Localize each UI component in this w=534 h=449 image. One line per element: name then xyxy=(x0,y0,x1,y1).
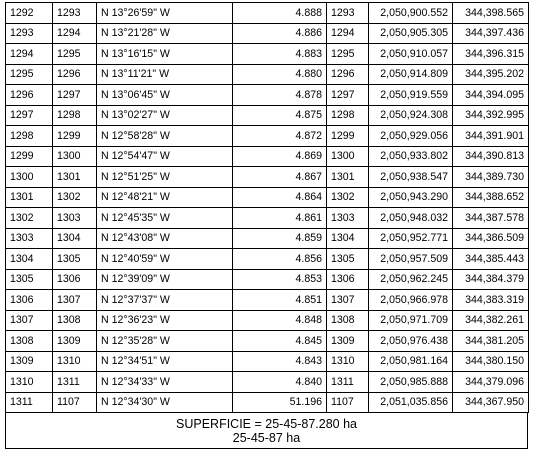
distance-cell: 4.856 xyxy=(233,249,327,270)
sighted-point-cell: 1305 xyxy=(53,249,97,270)
x-coordinate-cell: 344,382.261 xyxy=(453,310,529,331)
bearing-cell: N 13°26'59" W xyxy=(97,3,233,24)
x-coordinate-cell: 344,381.205 xyxy=(453,331,529,352)
y-coordinate-cell: 2,050,966.978 xyxy=(369,290,453,311)
distance-cell: 4.859 xyxy=(233,228,327,249)
bearing-cell: N 12°54'47" W xyxy=(97,146,233,167)
x-coordinate-cell: 344,390.813 xyxy=(453,146,529,167)
table-row xyxy=(6,3,529,24)
sighted-point-cell: 1297 xyxy=(53,85,97,106)
vertex-cell: 1305 xyxy=(327,249,369,270)
distance-cell: 4.845 xyxy=(233,331,327,352)
station-cell: 1296 xyxy=(6,85,53,106)
y-coordinate-cell: 2,050,962.245 xyxy=(369,269,453,290)
x-coordinate-cell: 344,396.315 xyxy=(453,44,529,65)
bearing-cell: N 12°36'23" W xyxy=(97,310,233,331)
sighted-point-cell: 1307 xyxy=(53,290,97,311)
table-row xyxy=(6,64,529,85)
y-coordinate-cell: 2,050,924.308 xyxy=(369,105,453,126)
bearing-cell: N 12°48'21" W xyxy=(97,187,233,208)
x-coordinate-cell: 344,384.379 xyxy=(453,269,529,290)
distance-cell: 4.875 xyxy=(233,105,327,126)
bearing-cell: N 13°11'21" W xyxy=(97,64,233,85)
x-coordinate-cell: 344,385.443 xyxy=(453,249,529,270)
y-coordinate-cell: 2,050,981.164 xyxy=(369,351,453,372)
survey-table-container xyxy=(5,2,528,449)
table-row xyxy=(6,269,529,290)
sighted-point-cell: 1306 xyxy=(53,269,97,290)
station-cell: 1302 xyxy=(6,208,53,229)
station-cell: 1305 xyxy=(6,269,53,290)
table-row xyxy=(6,44,529,65)
bearing-cell: N 12°34'33" W xyxy=(97,372,233,393)
distance-cell: 4.843 xyxy=(233,351,327,372)
vertex-cell: 1309 xyxy=(327,331,369,352)
table-row xyxy=(6,228,529,249)
x-coordinate-cell: 344,388.652 xyxy=(453,187,529,208)
sighted-point-cell: 1294 xyxy=(53,23,97,44)
distance-cell: 4.880 xyxy=(233,64,327,85)
distance-cell: 51.196 xyxy=(233,392,327,413)
x-coordinate-cell: 344,387.578 xyxy=(453,208,529,229)
distance-cell: 4.851 xyxy=(233,290,327,311)
bearing-cell: N 12°34'30" W xyxy=(97,392,233,413)
y-coordinate-cell: 2,050,905.305 xyxy=(369,23,453,44)
distance-cell: 4.861 xyxy=(233,208,327,229)
sighted-point-cell: 1302 xyxy=(53,187,97,208)
bearing-cell: N 13°02'27" W xyxy=(97,105,233,126)
x-coordinate-cell: 344,391.901 xyxy=(453,126,529,147)
y-coordinate-cell: 2,050,948.032 xyxy=(369,208,453,229)
station-cell: 1294 xyxy=(6,44,53,65)
bearing-cell: N 13°16'15" W xyxy=(97,44,233,65)
bearing-cell: N 12°37'37" W xyxy=(97,290,233,311)
bearing-cell: N 12°34'51" W xyxy=(97,351,233,372)
y-coordinate-cell: 2,050,943.290 xyxy=(369,187,453,208)
sighted-point-cell: 1304 xyxy=(53,228,97,249)
table-row xyxy=(6,85,529,106)
x-coordinate-cell: 344,392.995 xyxy=(453,105,529,126)
sighted-point-cell: 1308 xyxy=(53,310,97,331)
y-coordinate-cell: 2,050,914.809 xyxy=(369,64,453,85)
station-cell: 1309 xyxy=(6,351,53,372)
x-coordinate-cell: 344,383.319 xyxy=(453,290,529,311)
vertex-cell: 1302 xyxy=(327,187,369,208)
distance-cell: 4.867 xyxy=(233,167,327,188)
table-row xyxy=(6,187,529,208)
station-cell: 1301 xyxy=(6,187,53,208)
station-cell: 1293 xyxy=(6,23,53,44)
vertex-cell: 1297 xyxy=(327,85,369,106)
vertex-cell: 1310 xyxy=(327,351,369,372)
station-cell: 1310 xyxy=(6,372,53,393)
vertex-cell: 1308 xyxy=(327,310,369,331)
sighted-point-cell: 1298 xyxy=(53,105,97,126)
distance-cell: 4.848 xyxy=(233,310,327,331)
superficie-label: SUPERFICIE = 25-45-87.280 ha xyxy=(176,417,357,431)
area-value: 25-45-87 ha xyxy=(232,431,301,445)
vertex-cell: 1296 xyxy=(327,64,369,85)
vertex-cell: 1294 xyxy=(327,23,369,44)
vertex-cell: 1311 xyxy=(327,372,369,393)
x-coordinate-cell: 344,394.095 xyxy=(453,85,529,106)
table-row xyxy=(6,126,529,147)
area-summary xyxy=(5,413,528,449)
station-cell: 1295 xyxy=(6,64,53,85)
bearing-cell: N 13°06'45" W xyxy=(97,85,233,106)
distance-cell: 4.886 xyxy=(233,23,327,44)
sighted-point-cell: 1309 xyxy=(53,331,97,352)
station-cell: 1308 xyxy=(6,331,53,352)
y-coordinate-cell: 2,050,929.056 xyxy=(369,126,453,147)
x-coordinate-cell: 344,389.730 xyxy=(453,167,529,188)
distance-cell: 4.864 xyxy=(233,187,327,208)
y-coordinate-cell: 2,050,933.802 xyxy=(369,146,453,167)
sighted-point-cell: 1296 xyxy=(53,64,97,85)
bearing-cell: N 12°58'28" W xyxy=(97,126,233,147)
x-coordinate-cell: 344,386.509 xyxy=(453,228,529,249)
x-coordinate-cell: 344,395.202 xyxy=(453,64,529,85)
vertex-cell: 1299 xyxy=(327,126,369,147)
y-coordinate-cell: 2,050,910.057 xyxy=(369,44,453,65)
vertex-cell: 1300 xyxy=(327,146,369,167)
bearing-cell: N 13°21'28" W xyxy=(97,23,233,44)
y-coordinate-cell: 2,050,976.438 xyxy=(369,331,453,352)
y-coordinate-cell: 2,050,985.888 xyxy=(369,372,453,393)
station-cell: 1311 xyxy=(6,392,53,413)
distance-cell: 4.883 xyxy=(233,44,327,65)
vertex-cell: 1306 xyxy=(327,269,369,290)
station-cell: 1298 xyxy=(6,126,53,147)
bearing-cell: N 12°51'25" W xyxy=(97,167,233,188)
vertex-cell: 1304 xyxy=(327,228,369,249)
station-cell: 1307 xyxy=(6,310,53,331)
station-cell: 1299 xyxy=(6,146,53,167)
y-coordinate-cell: 2,050,957.509 xyxy=(369,249,453,270)
station-cell: 1304 xyxy=(6,249,53,270)
bearing-cell: N 12°40'59" W xyxy=(97,249,233,270)
vertex-cell: 1295 xyxy=(327,44,369,65)
sighted-point-cell: 1310 xyxy=(53,351,97,372)
distance-cell: 4.853 xyxy=(233,269,327,290)
sighted-point-cell: 1300 xyxy=(53,146,97,167)
station-cell: 1303 xyxy=(6,228,53,249)
sighted-point-cell: 1301 xyxy=(53,167,97,188)
table-row xyxy=(6,331,529,352)
table-row xyxy=(6,351,529,372)
table-row xyxy=(6,290,529,311)
distance-cell: 4.872 xyxy=(233,126,327,147)
station-cell: 1300 xyxy=(6,167,53,188)
survey-table-body xyxy=(6,3,529,413)
table-row xyxy=(6,167,529,188)
y-coordinate-cell: 2,050,938.547 xyxy=(369,167,453,188)
y-coordinate-cell: 2,050,919.559 xyxy=(369,85,453,106)
station-cell: 1292 xyxy=(6,3,53,24)
vertex-cell: 1307 xyxy=(327,290,369,311)
station-cell: 1306 xyxy=(6,290,53,311)
table-row xyxy=(6,310,529,331)
station-cell: 1297 xyxy=(6,105,53,126)
table-row xyxy=(6,249,529,270)
sighted-point-cell: 1311 xyxy=(53,372,97,393)
bearing-cell: N 12°43'08" W xyxy=(97,228,233,249)
sighted-point-cell: 1293 xyxy=(53,3,97,24)
sighted-point-cell: 1107 xyxy=(53,392,97,413)
vertex-cell: 1293 xyxy=(327,3,369,24)
table-row xyxy=(6,23,529,44)
survey-table xyxy=(5,2,529,413)
bearing-cell: N 12°39'09" W xyxy=(97,269,233,290)
distance-cell: 4.888 xyxy=(233,3,327,24)
bearing-cell: N 12°35'28" W xyxy=(97,331,233,352)
distance-cell: 4.869 xyxy=(233,146,327,167)
vertex-cell: 1303 xyxy=(327,208,369,229)
sighted-point-cell: 1303 xyxy=(53,208,97,229)
y-coordinate-cell: 2,051,035.856 xyxy=(369,392,453,413)
x-coordinate-cell: 344,367.950 xyxy=(453,392,529,413)
y-coordinate-cell: 2,050,971.709 xyxy=(369,310,453,331)
y-coordinate-cell: 2,050,952.771 xyxy=(369,228,453,249)
table-row xyxy=(6,146,529,167)
sighted-point-cell: 1295 xyxy=(53,44,97,65)
x-coordinate-cell: 344,398.565 xyxy=(453,3,529,24)
table-row xyxy=(6,392,529,413)
bearing-cell: N 12°45'35" W xyxy=(97,208,233,229)
y-coordinate-cell: 2,050,900.552 xyxy=(369,3,453,24)
table-row xyxy=(6,208,529,229)
distance-cell: 4.840 xyxy=(233,372,327,393)
distance-cell: 4.878 xyxy=(233,85,327,106)
x-coordinate-cell: 344,380.150 xyxy=(453,351,529,372)
sighted-point-cell: 1299 xyxy=(53,126,97,147)
x-coordinate-cell: 344,397.436 xyxy=(453,23,529,44)
vertex-cell: 1298 xyxy=(327,105,369,126)
table-row xyxy=(6,105,529,126)
table-row xyxy=(6,372,529,393)
vertex-cell: 1107 xyxy=(327,392,369,413)
vertex-cell: 1301 xyxy=(327,167,369,188)
x-coordinate-cell: 344,379.096 xyxy=(453,372,529,393)
